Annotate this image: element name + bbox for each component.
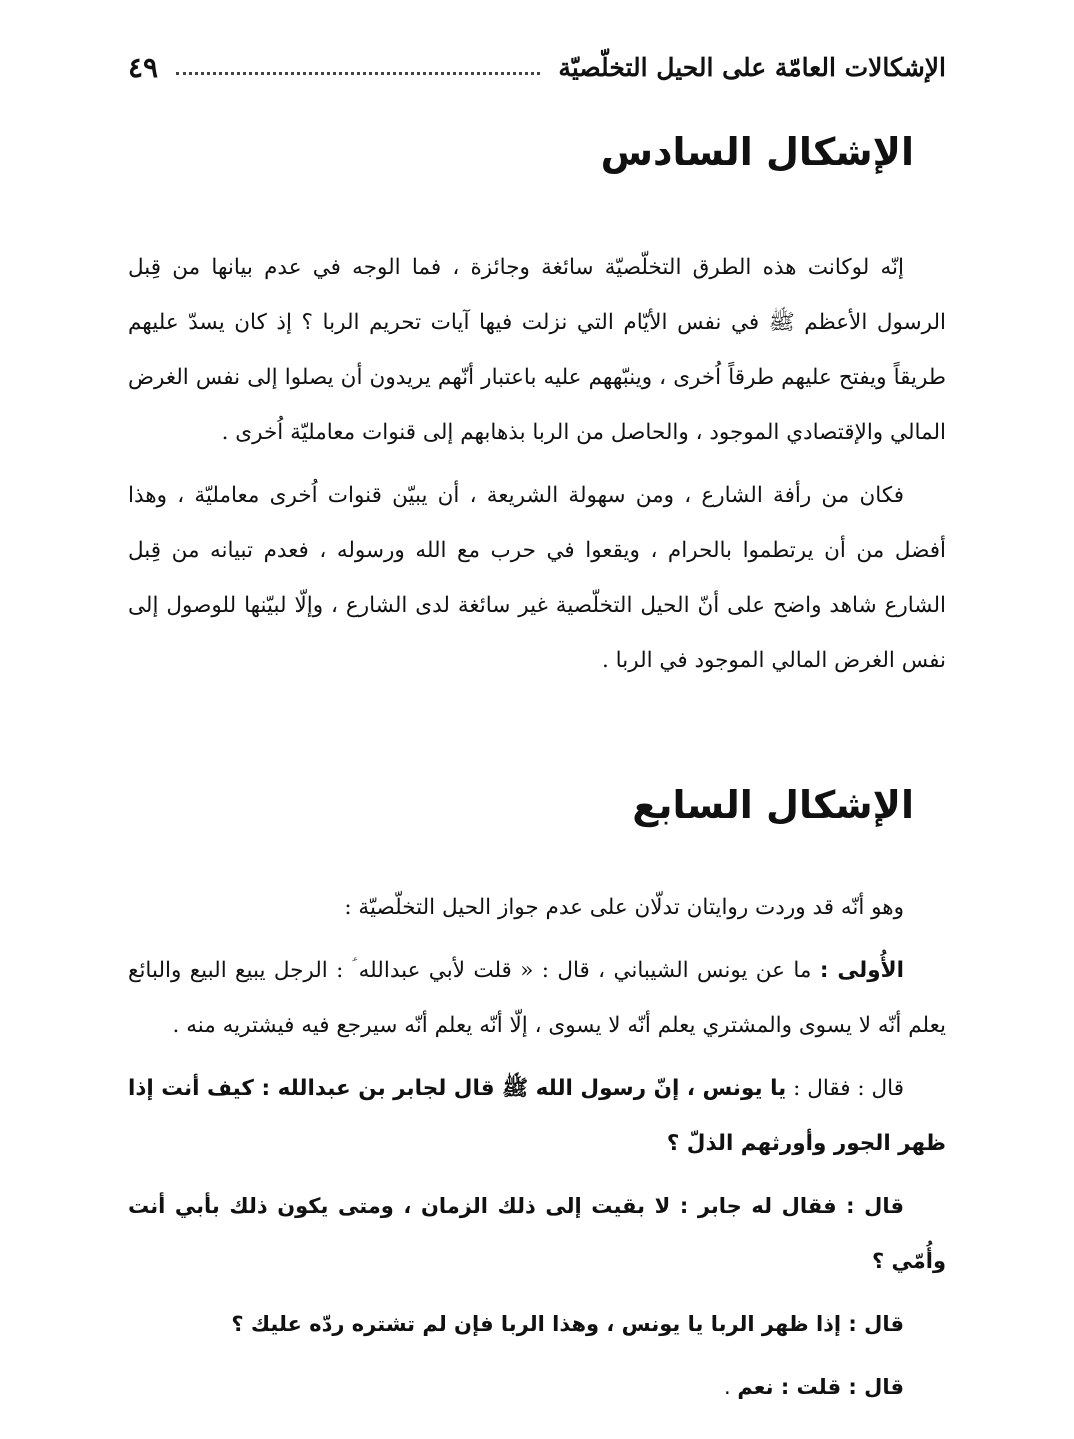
paragraph-first-narration bbox=[128, 943, 946, 1053]
section-body-sixth bbox=[128, 240, 946, 696]
section-heading-sixth: الإشكال السادس bbox=[600, 130, 914, 174]
line-yes-bold: قال : قلت : نعم bbox=[737, 1375, 904, 1399]
running-title: الإشكالات العامّة على الحيل التخلّصيّة bbox=[558, 52, 946, 82]
line-jabir: قال : فقال له جابر : لا بقيت إلى ذلك الزمان ، ومتى يكون ذلك بأبي أنت وأُمّي ؟ bbox=[128, 1194, 946, 1273]
paragraph-said bbox=[128, 1061, 946, 1171]
said-prefix: قال : فقال : bbox=[786, 1076, 905, 1101]
first-label: الأُولى : bbox=[819, 958, 904, 983]
paragraph: فكان من رأفة الشارع ، ومن سهولة الشريعة ، أن يبيّن قنوات اُخرى معامليّة ، وهذا أفضل من أن يرتطموا بالحرام ، ويقعوا في حرب مع الله ورسوله ، فعدم تبيانه من قِبل الشارع شاهد واضح على أنّ الحيل التخلّصية غير سائغة لدى الشارع ، وإلّا لبيّنها للوصول إلى نفس الغرض المالي الموجود في الربا . bbox=[128, 483, 946, 673]
paragraph: إنّه لوكانت هذه الطرق التخلّصيّة سائغة وجائزة ، فما الوجه في عدم بيانها من قِبل الرسول الأعظم ﷺ في نفس الأيّام التي نزلت فيها آيات تحريم الربا ؟ إذ كان يسدّ عليهم طريقاً ويفتح عليهم طرقاً اُخرى ، وينبّههم عليه باعتبار أنّهم يريدون أن يصلوا إلى نفس الغرض المالي والإقتصادي الموجود ، والحاصل من الربا بذهابهم إلى قنوات معامليّة اُخرى . bbox=[128, 255, 946, 445]
running-header bbox=[128, 42, 946, 92]
said-bold-text: يا يونس ، إنّ رسول الله ﷺ قال لجابر بن عبدالله : كيف أنت إذا ظهر الجور وأورثهم الذلّ ؟ bbox=[128, 1076, 946, 1156]
paragraph-intro: وهو أنّه قد وردت روايتان تدلّان على عدم جواز الحيل التخلّصيّة : bbox=[344, 895, 904, 920]
first-narration-text: ما عن يونس الشيباني ، قال : « قلت لأبي عبدالله ؑ : الرجل يبيع البيع والبائع يعلم أنّه لا يسوى والمشتري يعلم أنّه لا يسوى ، إلّا أنّه يعلم أنّه سيرجع فيه فيشتريه منه . bbox=[128, 958, 946, 1038]
line-riba: قال : إذا ظهر الربا يا يونس ، وهذا الربا فإن لم تشتره ردّه عليك ؟ bbox=[231, 1312, 904, 1336]
section-body-seventh bbox=[128, 880, 946, 1423]
section-heading-seventh: الإشكال السابع bbox=[632, 783, 914, 827]
line-yes bbox=[128, 1360, 946, 1415]
leader-dots bbox=[176, 72, 540, 75]
page-number: ٤٩ bbox=[128, 50, 159, 84]
line-yes-end: . bbox=[723, 1375, 738, 1399]
